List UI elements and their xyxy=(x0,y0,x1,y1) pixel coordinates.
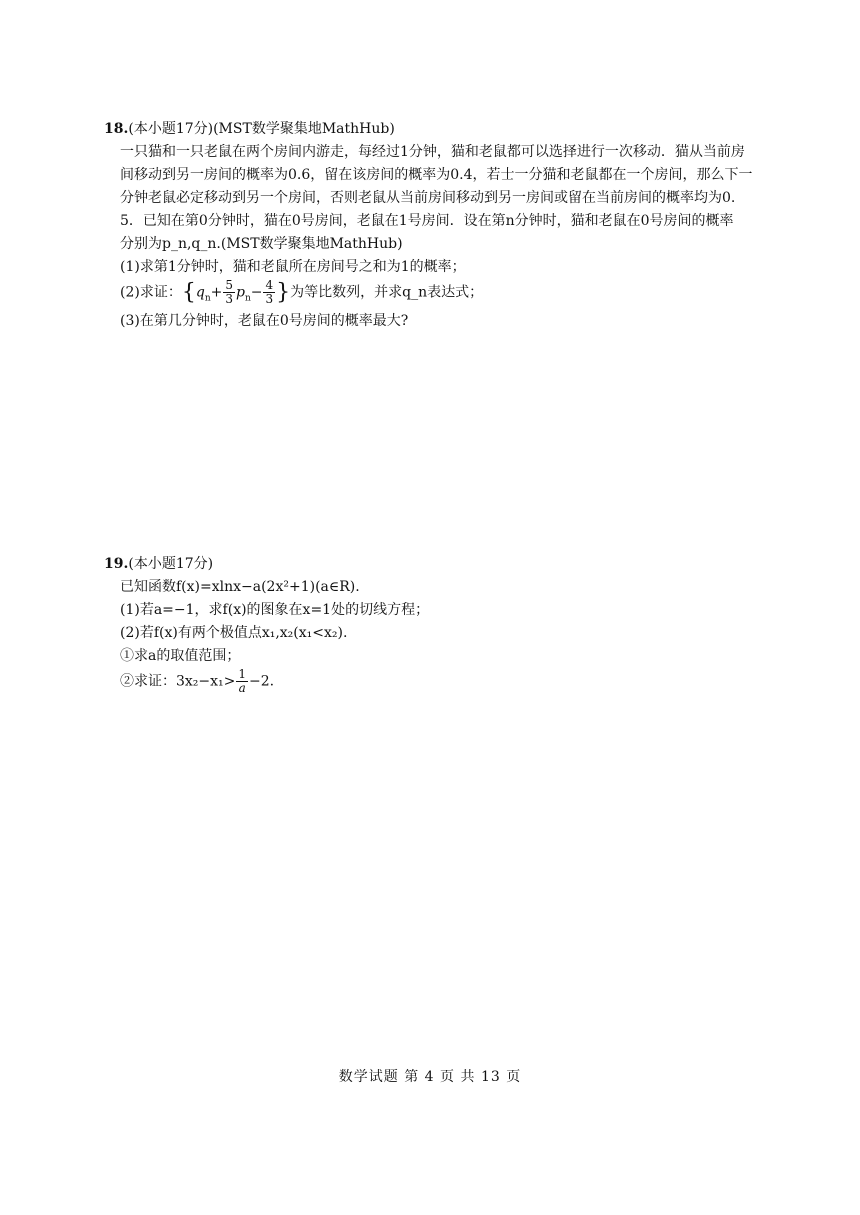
problem-19-body xyxy=(104,576,764,695)
subquestion-1: (1)若a=−1，求f(x)的图象在x=1处的切线方程； xyxy=(120,602,430,618)
subquestion-2: (2)若f(x)有两个极值点x₁,x₂(x₁<x₂). xyxy=(120,625,348,641)
problem-18-header xyxy=(104,118,764,141)
problem-number: 18. xyxy=(104,121,129,137)
subquestion-2a: ①求a的取值范围； xyxy=(120,648,241,664)
function-definition: 已知函数f(x)=xlnx−a(2x²+1)(a∈R). xyxy=(120,579,360,595)
problem-meta: (本小题17分) xyxy=(128,556,214,572)
problem-19-header xyxy=(104,553,764,576)
statement-line: 一只猫和一只老鼠在两个房间内游走，每经过1分钟，猫和老鼠都可以选择进行一次移动．猫从当前房 xyxy=(120,144,745,160)
subquestion-1: (1)求第1分钟时，猫和老鼠所在房间号之和为1的概率； xyxy=(120,259,466,275)
problem-18 xyxy=(104,118,764,333)
fraction-1-a: $\frac{1}{a}$ xyxy=(238,667,247,695)
subquestion-2: (2)求证：{$q_n+$ $\frac{5}{3}$ $p_n-$ $\frac{4}{3}$ }为等比数列，并求q_n表达式； xyxy=(120,278,484,306)
statement-line: 分别为p_n,q_n.(MST数学聚集地MathHub) xyxy=(120,236,403,252)
problem-meta: (本小题17分)(MST数学聚集地MathHub) xyxy=(128,121,395,137)
fraction-5-3: $\frac{5}{3}$ xyxy=(225,278,233,306)
problem-number: 19. xyxy=(104,556,129,572)
problem-19 xyxy=(104,553,764,695)
subquestion-3: (3)在第几分钟时，老鼠在0号房间的概率最大? xyxy=(120,313,409,330)
statement-line: 间移动到另一房间的概率为0.6，留在该房间的概率为0.4，若士一分猫和老鼠都在一个房间，那么下一 xyxy=(120,167,753,183)
subquestion-2-prefix: (2)求证： xyxy=(120,284,182,301)
subquestion-2b-suffix: −2. xyxy=(249,673,275,690)
page-footer: 数学试题 第 4 页 共 13 页 xyxy=(338,1069,522,1085)
statement-line: 分钟老鼠必定移动到另一个房间，否则老鼠从当前房间移动到另一房间或留在当前房间的概率均为0. xyxy=(120,190,736,206)
problem-18-body xyxy=(104,141,764,333)
statement-line: 5．已知在第0分钟时，猫在0号房间，老鼠在1号房间．设在第n分钟时，猫和老鼠在0号房间的概率 xyxy=(120,213,734,229)
fraction-4-3: $\frac{4}{3}$ xyxy=(265,278,274,306)
subquestion-2-suffix: 为等比数列，并求q_n表达式； xyxy=(290,284,484,301)
subquestion-2b xyxy=(120,668,764,695)
subquestion-2b-prefix: ②求证：3x₂−x₁> xyxy=(120,673,236,690)
